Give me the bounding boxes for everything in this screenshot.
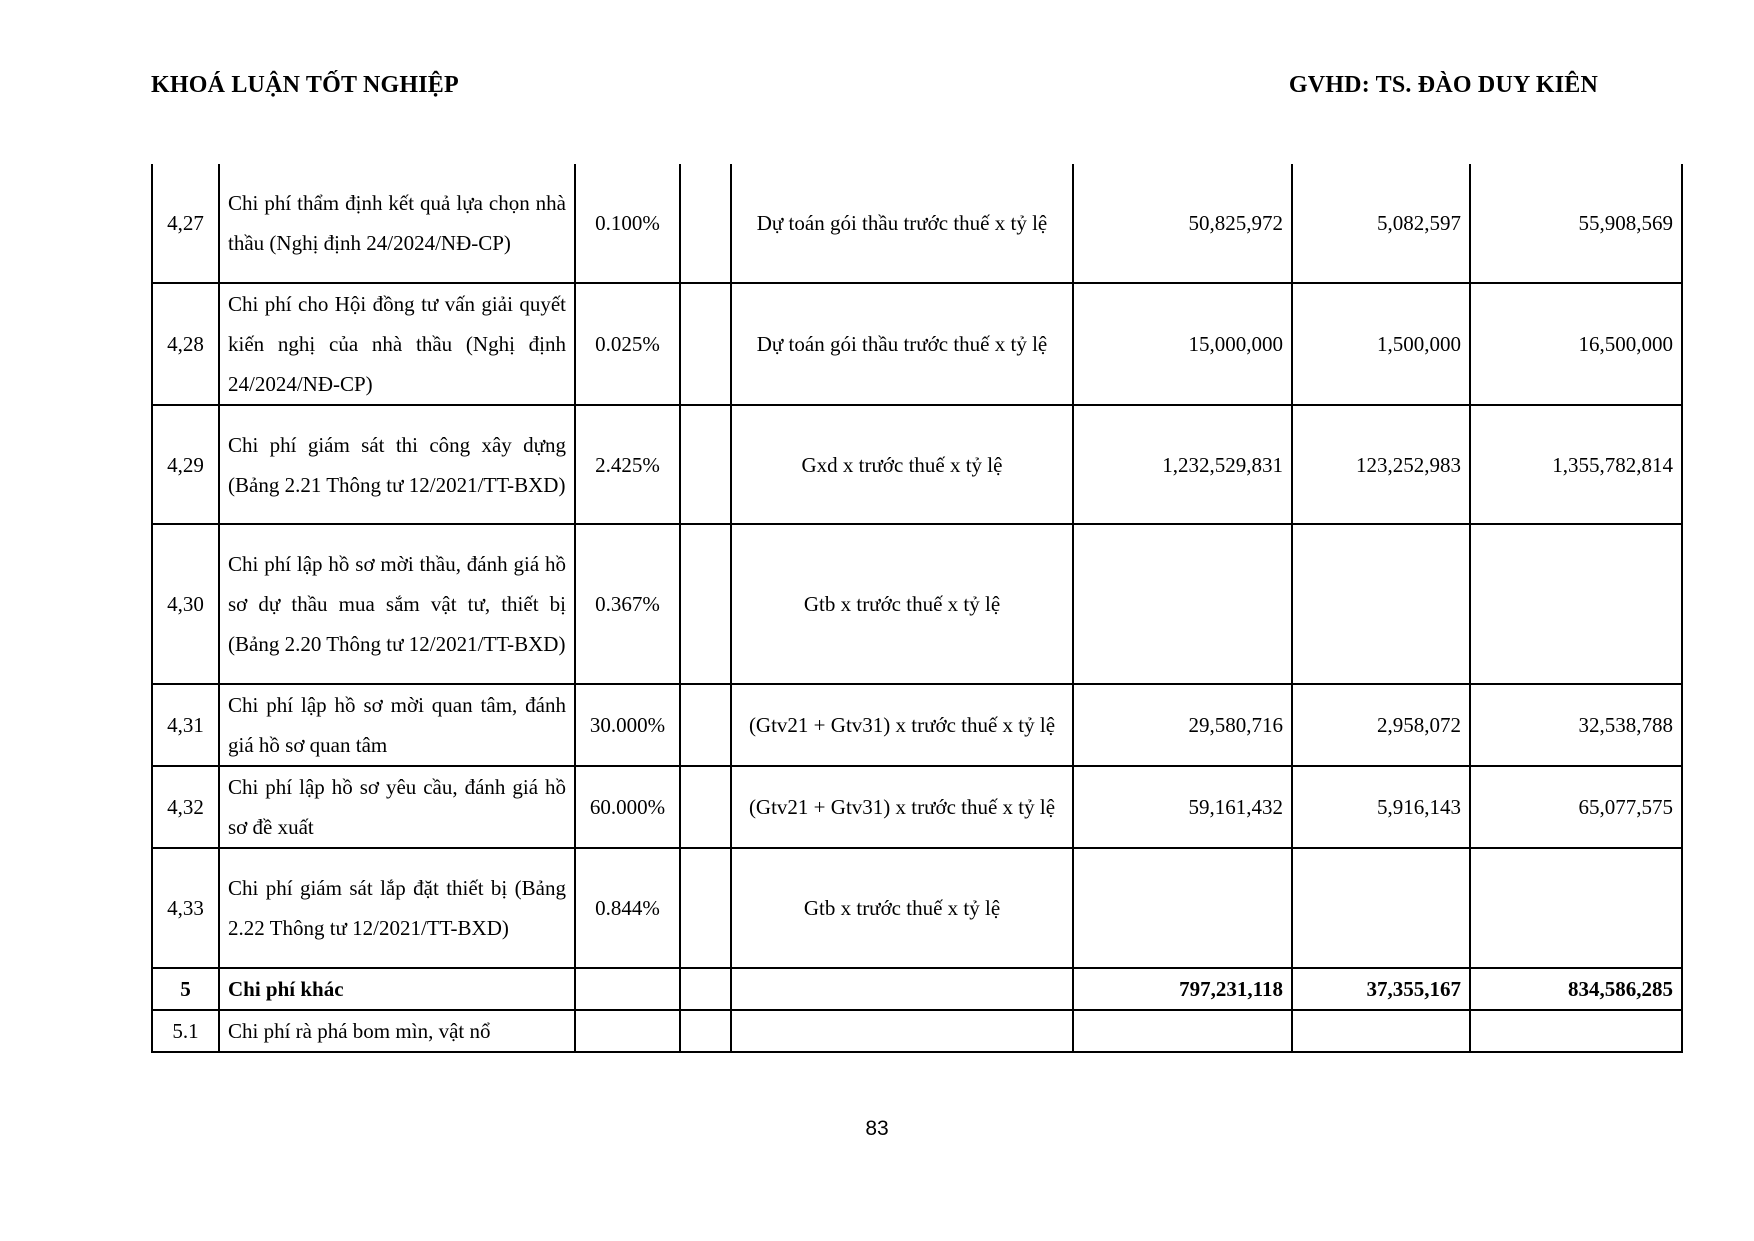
row-number: 4,33: [152, 848, 219, 968]
pre-tax-value: 59,161,432: [1073, 766, 1292, 848]
item-name: Chi phí lập hồ sơ mời thầu, đánh giá hồ sơ dự thầu mua sắm vật tư, thiết bị (Bảng 2.20 Thông tư 12/2021/TT-BXD): [219, 524, 575, 684]
blank-cell: [680, 524, 731, 684]
post-tax-value: 1,355,782,814: [1470, 405, 1682, 524]
table-row: [152, 684, 1682, 766]
formula: Dự toán gói thầu trước thuế x tỷ lệ: [731, 164, 1073, 283]
item-name: Chi phí lập hồ sơ mời quan tâm, đánh giá hồ sơ quan tâm: [219, 684, 575, 766]
table-row: [152, 1010, 1682, 1052]
vat-value: 5,916,143: [1292, 766, 1470, 848]
formula: [731, 1010, 1073, 1052]
item-name: Chi phí rà phá bom mìn, vật nổ: [219, 1010, 575, 1052]
row-number: 4,32: [152, 766, 219, 848]
cost-table: [151, 164, 1683, 1053]
pre-tax-value: 15,000,000: [1073, 283, 1292, 405]
blank-cell: [680, 1010, 731, 1052]
formula: [731, 968, 1073, 1010]
blank-cell: [680, 405, 731, 524]
blank-cell: [680, 968, 731, 1010]
formula: Gtb x trước thuế x tỷ lệ: [731, 524, 1073, 684]
rate: [575, 1010, 680, 1052]
table-row: [152, 283, 1682, 405]
pre-tax-value: [1073, 1010, 1292, 1052]
item-name: Chi phí cho Hội đồng tư vấn giải quyết kiến nghị của nhà thầu (Nghị định 24/2024/NĐ-CP): [219, 283, 575, 405]
vat-value: 5,082,597: [1292, 164, 1470, 283]
vat-value: 1,500,000: [1292, 283, 1470, 405]
row-number: 4,30: [152, 524, 219, 684]
row-number: 4,29: [152, 405, 219, 524]
rate: 0.844%: [575, 848, 680, 968]
formula: (Gtv21 + Gtv31) x trước thuế x tỷ lệ: [731, 766, 1073, 848]
table-row: [152, 164, 1682, 283]
post-tax-value: [1470, 1010, 1682, 1052]
post-tax-value: [1470, 524, 1682, 684]
vat-value: [1292, 524, 1470, 684]
item-name: Chi phí thẩm định kết quả lựa chọn nhà thầu (Nghị định 24/2024/NĐ-CP): [219, 164, 575, 283]
blank-cell: [680, 848, 731, 968]
post-tax-value: 16,500,000: [1470, 283, 1682, 405]
row-number: 4,31: [152, 684, 219, 766]
table-row: [152, 405, 1682, 524]
row-number: 4,28: [152, 283, 219, 405]
pre-tax-value: 50,825,972: [1073, 164, 1292, 283]
formula: Gxd x trước thuế x tỷ lệ: [731, 405, 1073, 524]
item-name: Chi phí giám sát thi công xây dựng (Bảng 2.21 Thông tư 12/2021/TT-BXD): [219, 405, 575, 524]
rate: 0.100%: [575, 164, 680, 283]
rate: 2.425%: [575, 405, 680, 524]
rate: 0.367%: [575, 524, 680, 684]
post-tax-value: 55,908,569: [1470, 164, 1682, 283]
item-name: Chi phí lập hồ sơ yêu cầu, đánh giá hồ sơ đề xuất: [219, 766, 575, 848]
row-number: 4,27: [152, 164, 219, 283]
table-row: [152, 848, 1682, 968]
item-name: Chi phí giám sát lắp đặt thiết bị (Bảng 2.22 Thông tư 12/2021/TT-BXD): [219, 848, 575, 968]
pre-tax-value: 1,232,529,831: [1073, 405, 1292, 524]
item-name: Chi phí khác: [219, 968, 575, 1010]
table-row: [152, 766, 1682, 848]
table-row: [152, 524, 1682, 684]
post-tax-value: 834,586,285: [1470, 968, 1682, 1010]
formula: Gtb x trước thuế x tỷ lệ: [731, 848, 1073, 968]
rate: 30.000%: [575, 684, 680, 766]
blank-cell: [680, 766, 731, 848]
vat-value: [1292, 848, 1470, 968]
pre-tax-value: [1073, 848, 1292, 968]
vat-value: [1292, 1010, 1470, 1052]
row-number: 5.1: [152, 1010, 219, 1052]
table-row: [152, 968, 1682, 1010]
rate: 0.025%: [575, 283, 680, 405]
pre-tax-value: 29,580,716: [1073, 684, 1292, 766]
vat-value: 123,252,983: [1292, 405, 1470, 524]
header-title: KHOÁ LUẬN TỐT NGHIỆP: [151, 72, 459, 98]
formula: (Gtv21 + Gtv31) x trước thuế x tỷ lệ: [731, 684, 1073, 766]
vat-value: 2,958,072: [1292, 684, 1470, 766]
formula: Dự toán gói thầu trước thuế x tỷ lệ: [731, 283, 1073, 405]
table-body: [152, 164, 1682, 1052]
row-number: 5: [152, 968, 219, 1010]
blank-cell: [680, 164, 731, 283]
pre-tax-value: [1073, 524, 1292, 684]
post-tax-value: 65,077,575: [1470, 766, 1682, 848]
pre-tax-value: 797,231,118: [1073, 968, 1292, 1010]
blank-cell: [680, 283, 731, 405]
vat-value: 37,355,167: [1292, 968, 1470, 1010]
rate: [575, 968, 680, 1010]
post-tax-value: [1470, 848, 1682, 968]
rate: 60.000%: [575, 766, 680, 848]
blank-cell: [680, 684, 731, 766]
header-supervisor: GVHD: TS. ĐÀO DUY KIÊN: [1288, 72, 1598, 98]
post-tax-value: 32,538,788: [1470, 684, 1682, 766]
page-number: 83: [865, 1117, 889, 1140]
